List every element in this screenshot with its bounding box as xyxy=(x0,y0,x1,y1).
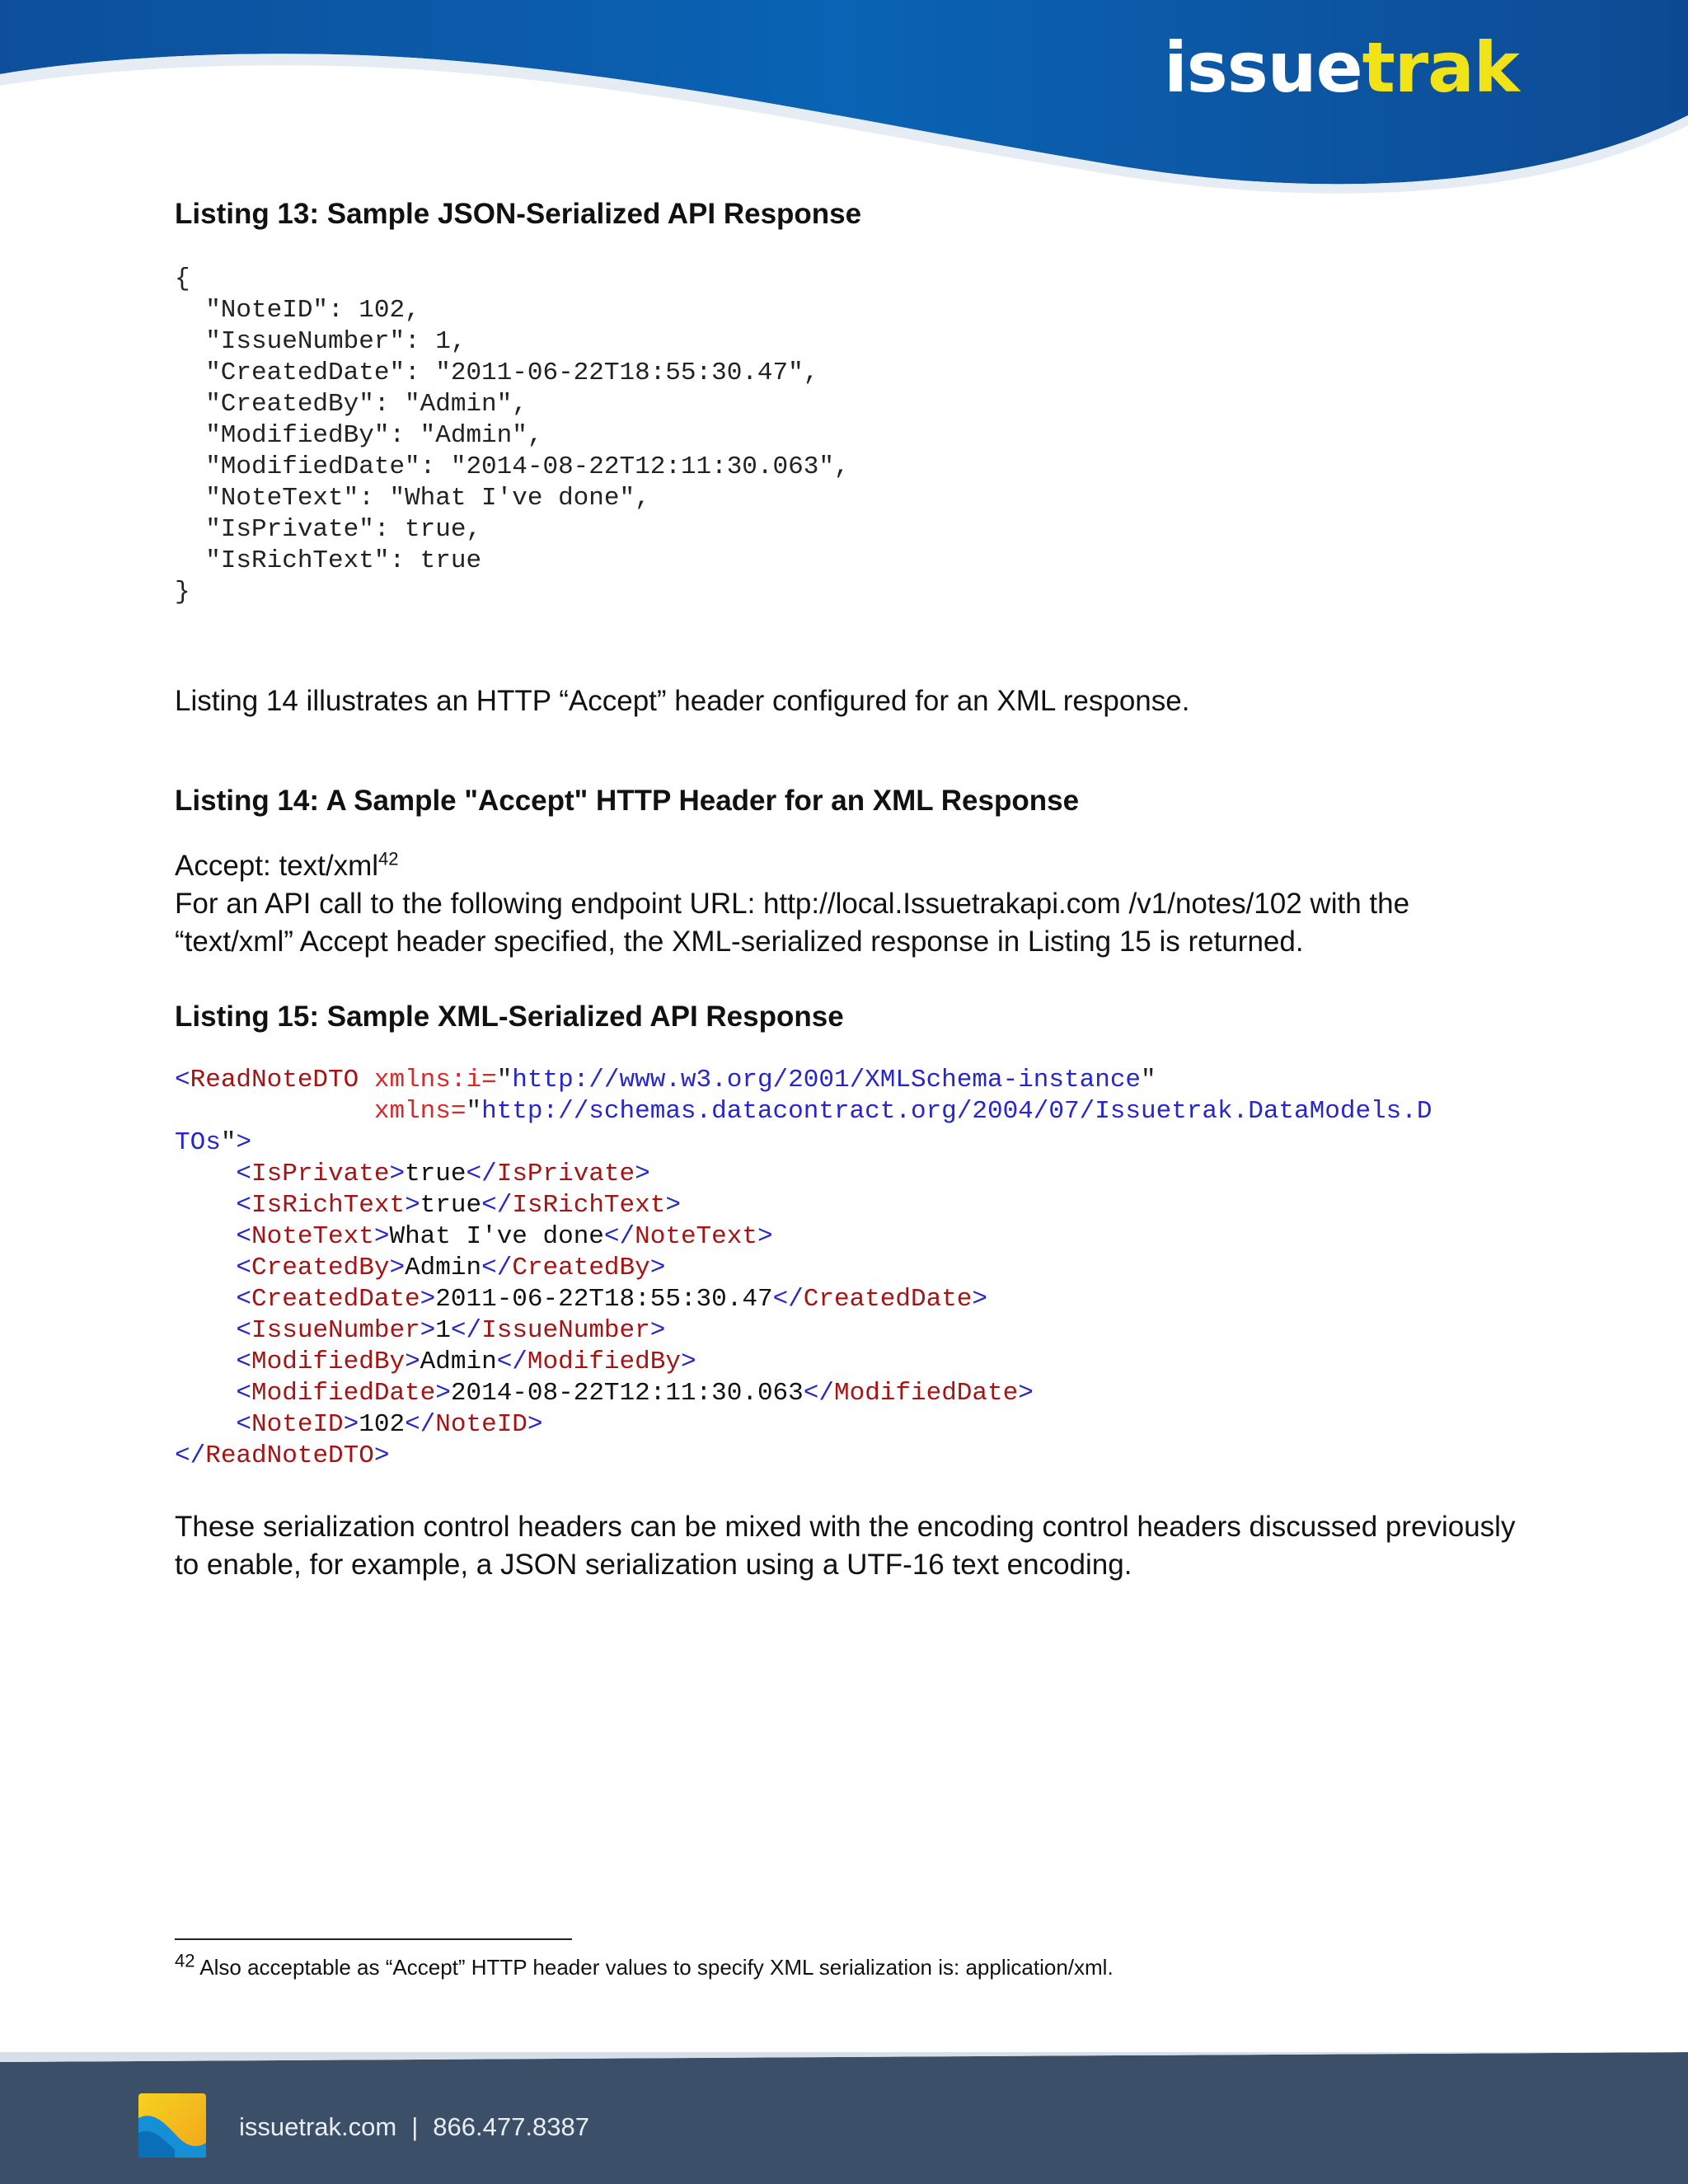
issuetrak-logo: issuetrak xyxy=(1164,27,1519,108)
xml-element-line: <IsPrivate>true</IsPrivate> xyxy=(236,1160,650,1188)
paragraph-serialization-line2: to enable, for example, a JSON serialization using a UTF-16 text encoding. xyxy=(175,1549,1132,1581)
xml-element-line: <CreatedBy>Admin</CreatedBy> xyxy=(236,1254,666,1282)
xml-element-line: <NoteID>102</NoteID> xyxy=(236,1410,543,1439)
footnote-ref: 42 xyxy=(378,848,399,869)
listing-15-title: Listing 15: Sample XML-Serialized API Response xyxy=(175,1001,844,1033)
accept-header-line: Accept: text/xml$^{42}$ xyxy=(175,848,399,882)
issuetrak-mark-icon xyxy=(138,2093,206,2158)
footer-phone: 866.477.8387 xyxy=(433,2112,589,2141)
paragraph-listing14-intro: Listing 14 illustrates an HTTP “Accept” header configured for an XML response. xyxy=(175,685,1190,717)
listing-13-json-code: { "NoteID": 102, "IssueNumber": 1, "CreatedDate": "2011-06-22T18:55:30.47", "CreatedBy": "Admin", "ModifiedBy": "Admin", "ModifiedDate": "2014-08-22T12:11:30.063", "NoteText": "What I've done", "IsPrivate": true, "IsRichText": true } xyxy=(175,265,850,607)
xml-element-line: <ModifiedBy>Admin</ModifiedBy> xyxy=(236,1347,696,1376)
paragraph-endpoint-line1: For an API call to the following endpoint URL: http://local.Issuetrakapi.com /v1/notes/102 with the xyxy=(175,888,1410,920)
footer-website[interactable]: issuetrak.com xyxy=(239,2112,397,2141)
paragraph-endpoint-line2: “text/xml” Accept header specified, the XML-serialized response in Listing 15 is returned. xyxy=(175,926,1304,958)
paragraph-serialization-line1: These serialization control headers can be mixed with the encoding control headers discussed previously xyxy=(175,1511,1516,1543)
listing-13-title: Listing 13: Sample JSON-Serialized API Response xyxy=(175,198,862,230)
footer-contact: issuetrak.com | 866.477.8387 xyxy=(239,2112,589,2141)
xml-element-line: <IssueNumber>1</IssueNumber> xyxy=(236,1316,666,1345)
listing-15-xml-code: <ReadNoteDTO xmlns:i="http://www.w3.org/2001/XMLSchema-instance" xmlns="http://schemas.datacontract.org/2004/07/Issuetrak.DataModels.D TOs"> <IsPrivate>true</IsPrivate> <IsRichText>true</IsRichText> <NoteText>What I've done</NoteText> <CreatedBy>Admin</CreatedBy> <CreatedDate>2011-06-22T18:55:30.47</CreatedDate> <IssueNumber>1</IssueNumber> <ModifiedBy>Admin</ModifiedBy> <ModifiedDate>2014-08-22T12:11:30.063</ModifiedDate> <NoteID>102</NoteID> </ReadNoteDTO> xyxy=(175,1066,1432,1470)
xml-element-line: <ModifiedDate>2014-08-22T12:11:30.063</ModifiedDate> xyxy=(236,1379,1034,1408)
xml-element-line: <NoteText>What I've done</NoteText> xyxy=(236,1222,773,1251)
xml-element-line: <IsRichText>true</IsRichText> xyxy=(236,1191,681,1220)
footnote: $^{42}$ Also acceptable as “Accept” HTTP header values to specify XML serialization is: application/xml. xyxy=(175,1950,1114,1980)
footnote-divider xyxy=(175,1938,572,1940)
listing-14-title: Listing 14: A Sample "Accept" HTTP Header for an XML Response xyxy=(175,785,1080,817)
xml-element-line: <CreatedDate>2011-06-22T18:55:30.47</CreatedDate> xyxy=(236,1285,988,1314)
